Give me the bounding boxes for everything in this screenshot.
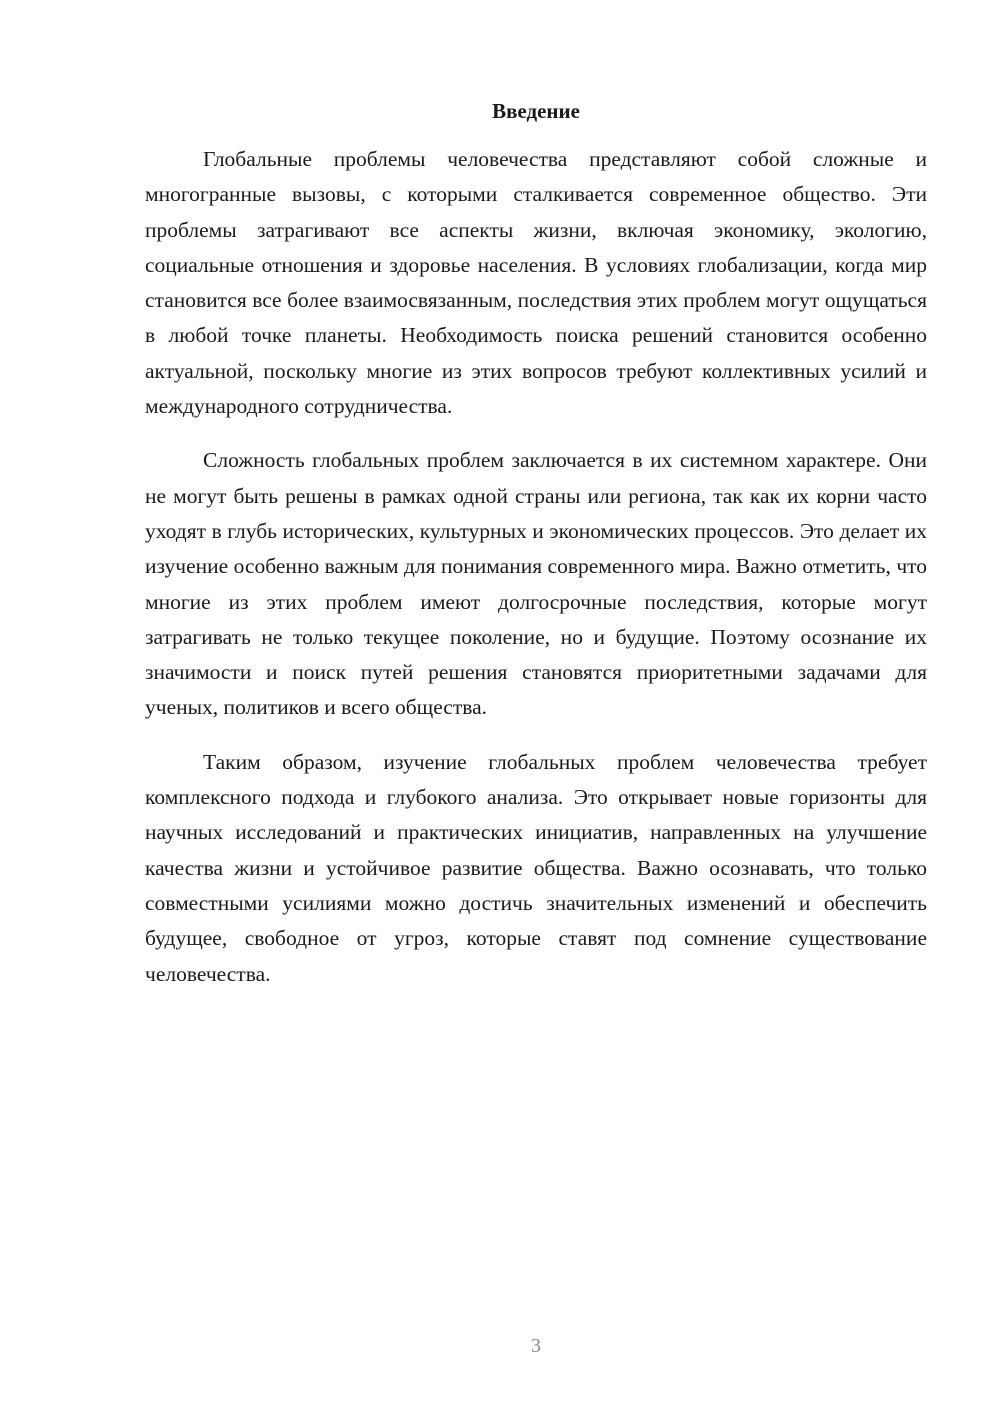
paragraph-2: Сложность глобальных проблем заключается в их системном характере. Они не могут быть решены в рамках одной страны или региона, так как их корни часто уходят в глубь исторических, культурных и экономических процессов. Это делает их изучение особенно важным для понимания современного мира. Важно отметить, что многие из этих проблем имеют долгосрочные последствия, которые могут затрагивать не только текущее поколение, но и будущие. Поэтому осознание их значимости и поиск путей решения становятся приоритетными задачами для ученых, политиков и всего общества. (145, 448, 927, 720)
section-title: Введение (492, 99, 580, 123)
paragraph-1: Глобальные проблемы человечества представляют собой сложные и многогранные вызовы, с которыми сталкивается современное общество. Эти проблемы затрагивают все аспекты жизни, включая экономику, экологию, социальные отношения и здоровье населения. В условиях глобализации, когда мир становится все более взаимосвязанным, последствия этих проблем могут ощущаться в любой точке планеты. Необходимость поиска решений становится особенно актуальной, поскольку многие из этих вопросов требуют коллективных усилий и международного сотрудничества. (145, 147, 927, 419)
paragraph-3: Таким образом, изучение глобальных проблем человечества требует комплексного подхода и глубокого анализа. Это открывает новые горизонты для научных исследований и практических инициатив, направленных на улучшение качества жизни и устойчивое развитие общества. Важно осознавать, что только совместными усилиями можно достичь значительных изменений и обеспечить будущее, свободное от угроз, которые ставят под сомнение существование человечества. (145, 749, 927, 986)
body-text (145, 142, 927, 1011)
page-number: 3 (531, 1335, 541, 1357)
